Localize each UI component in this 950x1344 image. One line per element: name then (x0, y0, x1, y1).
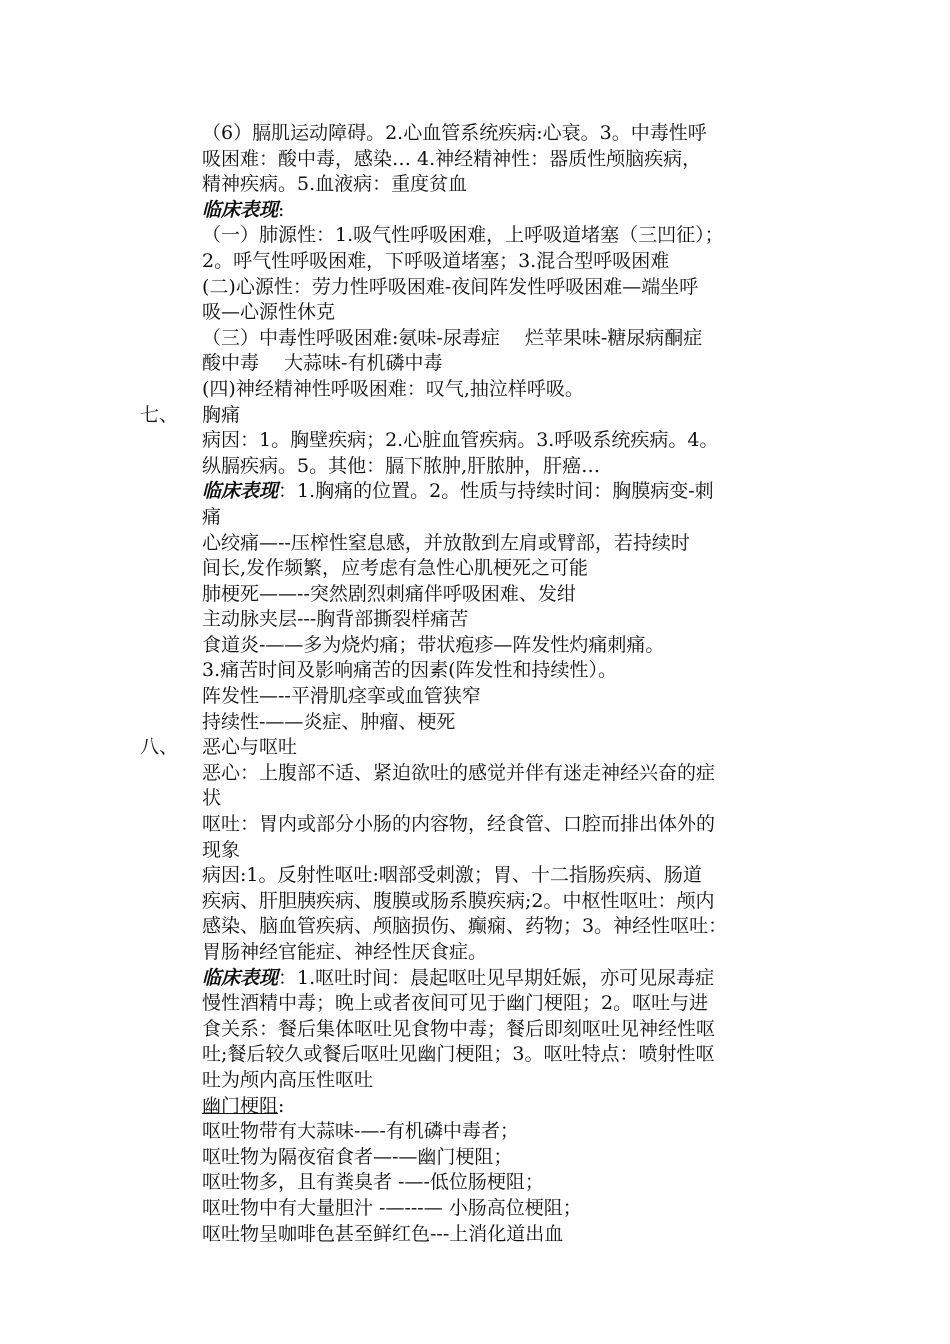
line-text: 呕吐物中有大量胆汁 -—---— 小肠高位梗阻； (202, 1196, 582, 1219)
text-line (0, 505, 950, 531)
text-line (0, 684, 950, 710)
text-line (0, 607, 950, 633)
line-text: 肺梗死——--突然剧烈刺痛伴呼吸困难、发绀 (202, 582, 576, 605)
text-line (0, 838, 950, 864)
text-line (0, 1068, 950, 1094)
text-line (0, 991, 950, 1017)
section-number: 七、 (140, 403, 179, 426)
line-text: 食关系：餐后集体呕吐见食物中毒；餐后即刻呕吐见神经性呕 (202, 1017, 716, 1040)
line-text: 病因：1。胸壁疾病；2.心脏血管疾病。3.呼吸系统疾病。4。 (202, 429, 719, 452)
line-text: 精神疾病。5.血液病：重度贫血 (202, 173, 468, 196)
line-text: 2。呼气性呼吸困难，下呼吸道堵塞；3.混合型呼吸困难 (202, 249, 670, 272)
line-text: 感染、脑血管疾病、颅脑损伤、癫痫、药物；3。神经性呕吐： (202, 915, 728, 938)
line-text: 胃肠神经官能症、神经性厌食症。 (202, 941, 488, 963)
text-line (0, 172, 950, 198)
line-text: (四)神经精神性呼吸困难：叹气,抽泣样呼吸。 (202, 377, 584, 400)
text-line (0, 428, 950, 454)
text-line (0, 582, 950, 608)
line-text: 痛 (202, 505, 222, 528)
section-title: 恶心与呕吐 (202, 736, 298, 759)
text-line (0, 914, 950, 940)
text-line (0, 377, 950, 403)
text-line (0, 300, 950, 326)
text-line (0, 1196, 950, 1222)
text-line (0, 147, 950, 173)
line-text: 3.痛苦时间及影响痛苦的因素(阵发性和持续性）。 (202, 659, 618, 682)
text-line (0, 658, 950, 684)
text-line (0, 1145, 950, 1171)
text-line (0, 223, 950, 249)
text-line (0, 1094, 950, 1120)
line-text: （6）膈肌运动障碍。2.心血管系统疾病:心衰。3。中毒性呼 (202, 122, 707, 144)
section-number: 八、 (140, 736, 179, 759)
line-text: 呕吐物带有大蒜味-—-有机磷中毒者； (202, 1120, 519, 1143)
line-text: 吸—心源性休克 (202, 301, 336, 324)
line-text: 间长,发作频繁，应考虑有急性心肌梗死之可能 (202, 557, 589, 580)
line-text: 现象 (202, 838, 241, 861)
line-text: ：1.呕吐时间：晨起呕吐见早期妊娠，亦可见尿毒症 (278, 966, 715, 989)
line-text: （一）肺源性：1.吸气性呼吸困难，上呼吸道堵塞（三凹征）； (202, 224, 724, 247)
text-line (0, 940, 950, 966)
line-text: 持续性-——炎症、肿瘤、梗死 (202, 710, 456, 733)
text-line (0, 121, 950, 147)
line-text: 恶心：上腹部不适、紧迫欲吐的感觉并伴有迷走神经兴奋的症 (202, 761, 716, 784)
text-line (0, 351, 950, 377)
text-line (0, 1170, 950, 1196)
line-text: : (278, 198, 285, 221)
text-line (0, 556, 950, 582)
line-text: 吐;餐后较久或餐后呕吐见幽门梗阻；3。呕吐特点：喷射性呕 (202, 1043, 715, 1066)
section-heading (0, 403, 950, 429)
line-text: 心绞痛—--压榨性窒息感，并放散到左肩或臂部，若持续时 (202, 531, 690, 554)
line-text: (二)心源性：劳力性呼吸困难-夜间阵发性呼吸困难—端坐呼 (202, 275, 699, 298)
text-line (0, 786, 950, 812)
text-line (0, 1017, 950, 1043)
line-text: 主动脉夹层---胸背部撕裂样痛苦 (202, 608, 469, 631)
text-line (0, 633, 950, 659)
line-text: 疾病、肝胆胰疾病、腹膜或肠系膜疾病;2。中枢性呕吐：颅内 (202, 889, 715, 912)
line-text: 病因:1。反射性呕吐:咽部受刺激；胃、十二指肠疾病、肠道 (202, 864, 702, 887)
line-text: 呕吐物为隔夜宿食者—-—幽门梗阻； (202, 1145, 513, 1168)
line-text: （三）中毒性呼吸困难:氨味-尿毒症 烂苹果味-糖尿病酮症 (202, 326, 703, 349)
line-text: 纵膈疾病。5。其他：膈下脓肿,肝脓肿，肝癌… (202, 454, 601, 477)
section-title: 胸痛 (202, 403, 241, 426)
text-line (0, 710, 950, 736)
text-line (0, 889, 950, 915)
text-line (0, 1222, 950, 1248)
document-body (0, 121, 950, 1247)
underlined-label: 幽门梗阻 (202, 1094, 279, 1117)
text-line (0, 326, 950, 352)
bold-italic-label: 临床表现 (202, 480, 279, 503)
text-line (0, 479, 950, 505)
line-text: 吸困难：酸中毒，感染… 4.神经精神性：器质性颅脑疾病， (202, 147, 702, 170)
line-text: 呕吐：胃内或部分小肠的内容物，经食管、口腔而排出体外的 (202, 813, 716, 836)
text-line (0, 531, 950, 557)
text-line (0, 863, 950, 889)
text-line (0, 1042, 950, 1068)
line-text: 呕吐物呈咖啡色甚至鲜红色---上消化道出血 (202, 1222, 564, 1245)
line-text: 吐为颅内高压性呕吐 (202, 1068, 374, 1091)
text-line (0, 275, 950, 301)
section-heading (0, 735, 950, 761)
text-line (0, 966, 950, 992)
line-text: ：1.胸痛的位置。2。性质与持续时间：胸膜病变-刺 (278, 480, 714, 503)
line-text: 慢性酒精中毒；晚上或者夜间可见于幽门梗阻；2。呕吐与进 (202, 992, 709, 1015)
bold-italic-label: 临床表现 (202, 966, 279, 989)
line-text: 状 (202, 787, 222, 810)
line-text: : (278, 1094, 285, 1117)
text-line (0, 812, 950, 838)
line-text: 食道炎-——多为烧灼痛；带状疱疹—阵发性灼痛刺痛。 (202, 633, 665, 656)
line-text: 阵发性—--平滑肌痉挛或血管狭窄 (202, 685, 481, 708)
text-line (0, 1119, 950, 1145)
text-line (0, 249, 950, 275)
bold-italic-label: 临床表现 (202, 198, 279, 221)
text-line (0, 761, 950, 787)
line-text: 呕吐物多，且有粪臭者 -—-低位肠梗阻； (202, 1171, 544, 1194)
line-text: 酸中毒 大蒜味-有机磷中毒 (202, 352, 443, 375)
text-line (0, 198, 950, 224)
text-line (0, 454, 950, 480)
